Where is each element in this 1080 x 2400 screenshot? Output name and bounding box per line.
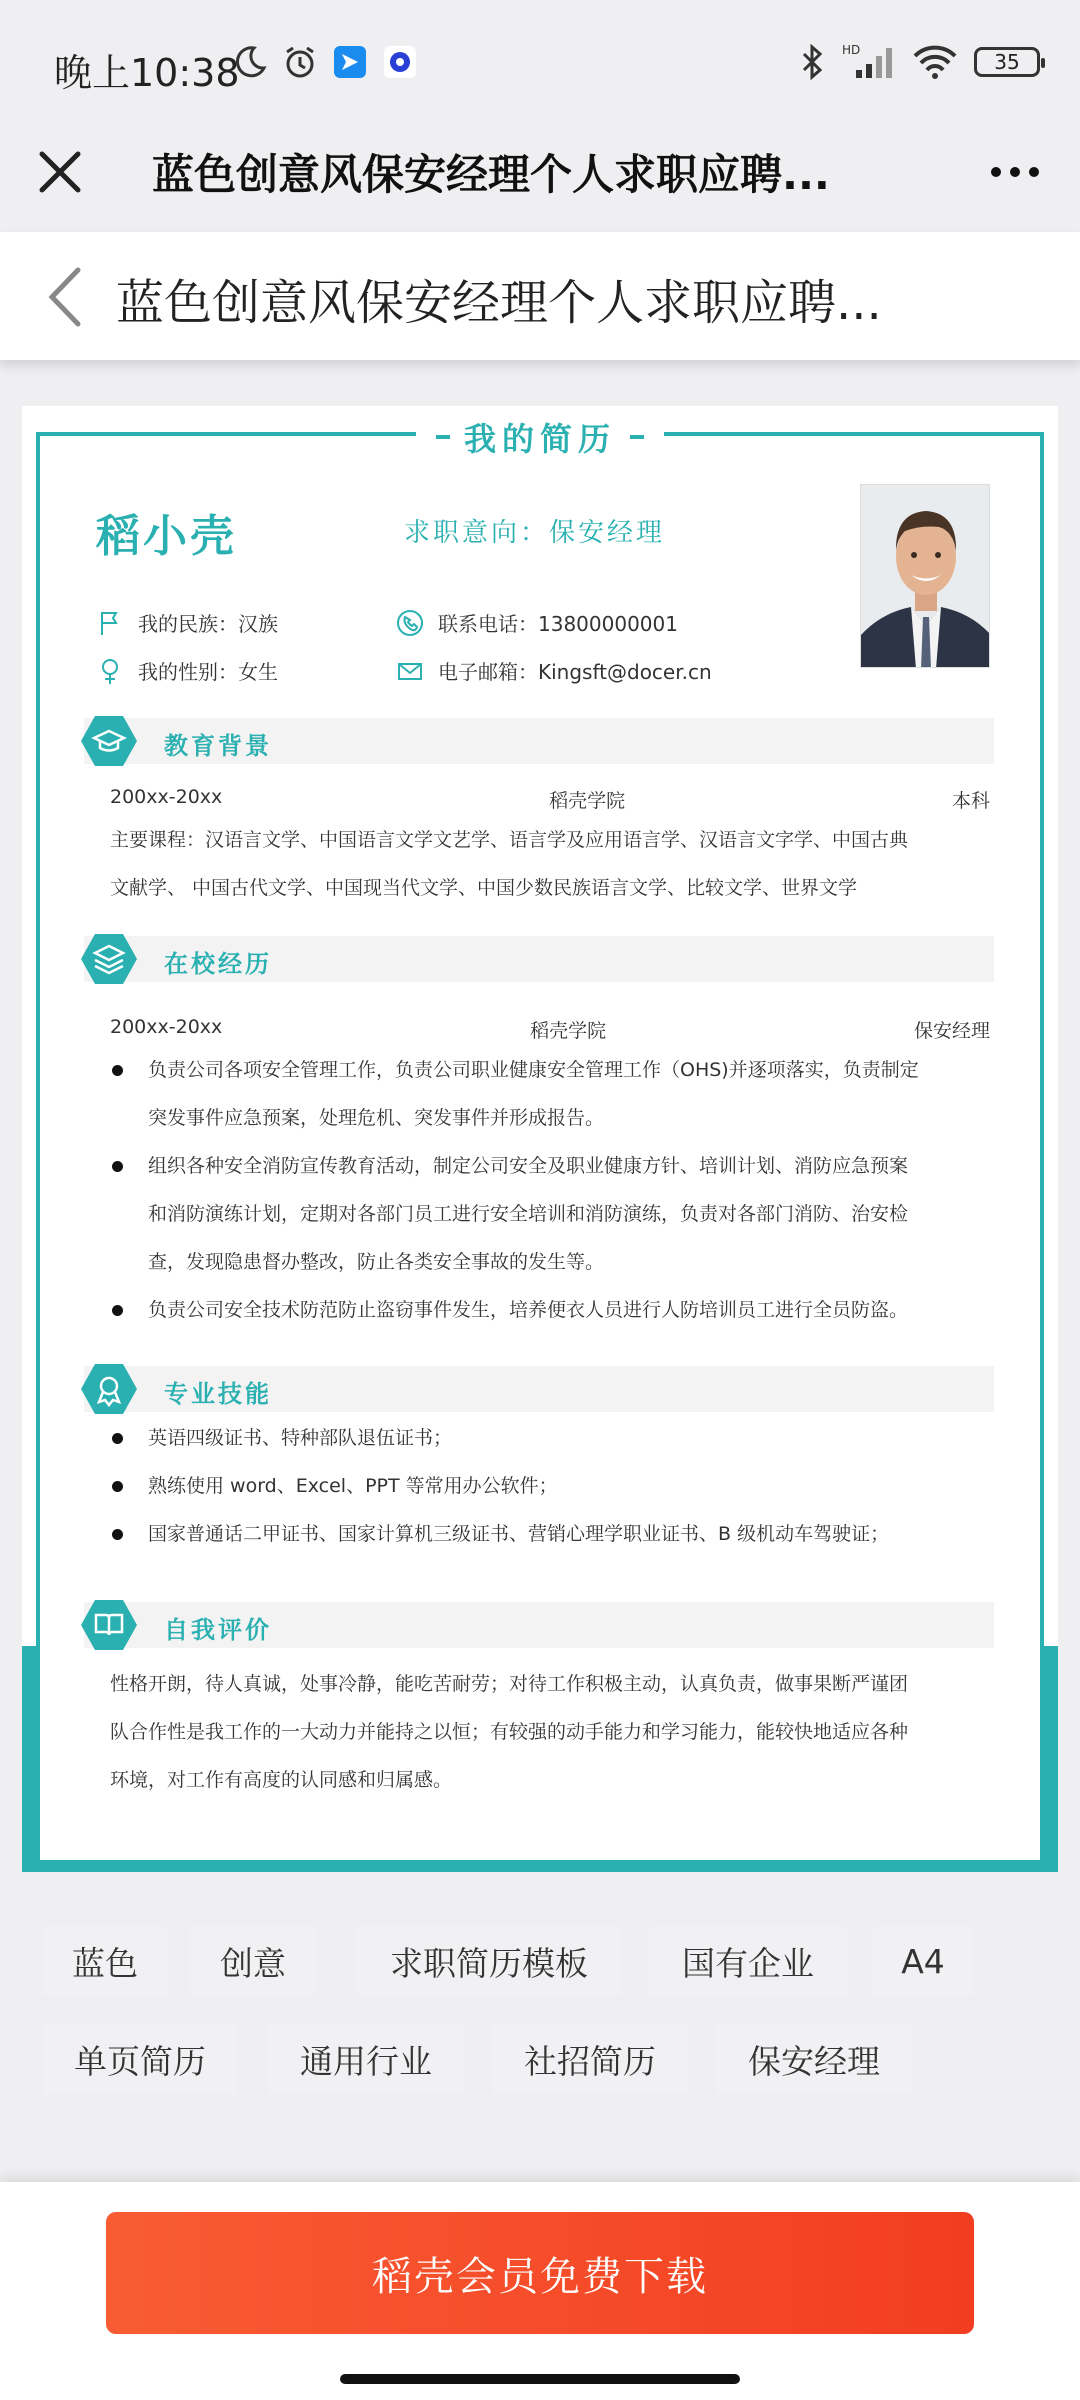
tag-chip[interactable]: 国有企业 bbox=[648, 1926, 848, 1996]
page-title: 蓝色创意风保安经理个人求职应聘... bbox=[152, 150, 830, 199]
section-education: 教育背景 bbox=[84, 718, 994, 764]
moon-icon bbox=[232, 44, 268, 80]
campus-row: 200xx-20xx 稻壳学院 保安经理 bbox=[110, 1016, 990, 1042]
education-courses: 主要课程：汉语言文学、中国语言文学文艺学、语言学及应用语言学、汉语言文字学、中国古典 bbox=[110, 829, 909, 851]
bluetooth-icon bbox=[800, 44, 826, 80]
bottom-action-bar bbox=[0, 2182, 1080, 2400]
graduation-cap-icon bbox=[80, 712, 138, 770]
self-evaluation-text-2: 队合作性是我工作的一大动力并能持之以恒；有较强的动手能力和学习能力，能较快地适应各种 bbox=[110, 1721, 909, 1743]
gender-icon bbox=[96, 657, 124, 685]
tag-chip[interactable]: 求职简历模板 bbox=[356, 1926, 622, 1996]
skill-item: 熟练使用 word、Excel、PPT 等常用办公软件； bbox=[110, 1462, 990, 1510]
self-evaluation-text: 性格开朗，待人真诚，处事冷静，能吃苦耐劳；对待工作积极主动，认真负责，做事果断严谨团 bbox=[110, 1673, 909, 1695]
battery-indicator: 35 bbox=[974, 47, 1040, 77]
back-arrow-icon[interactable] bbox=[40, 262, 90, 332]
app-notification-icon-2 bbox=[382, 44, 418, 80]
ethnicity-row: 我的民族：汉族 bbox=[96, 608, 278, 637]
tag-chip[interactable]: 创意 bbox=[190, 1926, 316, 1996]
resume-job-intent: 求职意向：保安经理 bbox=[404, 518, 666, 548]
email-row: 电子邮箱：Kingsft@docer.cn bbox=[396, 656, 712, 685]
self-evaluation-text-3: 环境，对工作有高度的认同感和归属感。 bbox=[110, 1769, 453, 1791]
tag-chip[interactable]: 单页简历 bbox=[42, 2024, 238, 2094]
download-button[interactable]: 稻壳会员免费下载 bbox=[106, 2212, 974, 2334]
home-indicator[interactable] bbox=[340, 2374, 740, 2384]
template-title: 蓝色创意风保安经理个人求职应聘... bbox=[116, 275, 882, 331]
phone-row: 联系电话：13800000001 bbox=[396, 608, 678, 637]
alarm-icon bbox=[282, 44, 318, 80]
resume-name: 稻小壳 bbox=[96, 511, 237, 562]
close-icon[interactable] bbox=[30, 142, 90, 202]
campus-bullet-2-cont: 和消防演练计划，定期对各部门员工进行安全培训和消防演练，负责对各部门消防、治安检 bbox=[148, 1203, 909, 1225]
sub-header bbox=[0, 232, 1080, 360]
tag-chip[interactable]: 保安经理 bbox=[716, 2024, 912, 2094]
skill-item: 国家普通话二甲证书、国家计算机三级证书、营销心理学职业证书、B 级机动车驾驶证； bbox=[110, 1510, 990, 1558]
mail-icon bbox=[396, 657, 424, 685]
resume-heading: 我的简历 bbox=[416, 414, 664, 460]
svg-text:HD: HD bbox=[842, 43, 861, 57]
campus-bullet-1-cont: 突发事件应急预案，处理危机、突发事件并形成报告。 bbox=[148, 1107, 605, 1129]
section-skills: 专业技能 bbox=[84, 1366, 994, 1412]
status-time: 晚上10:38 bbox=[54, 51, 240, 95]
tag-chip[interactable]: 通用行业 bbox=[268, 2024, 464, 2094]
app-notification-icon bbox=[332, 44, 368, 80]
section-self-evaluation: 自我评价 bbox=[84, 1602, 994, 1648]
book-icon bbox=[80, 1596, 138, 1654]
flag-icon bbox=[96, 609, 124, 637]
campus-bullet-2: 组织各种安全消防宣传教育活动，制定公司安全及职业健康方针、培训计划、消防应急预案 bbox=[110, 1142, 990, 1190]
layers-icon bbox=[80, 930, 138, 988]
tag-chip[interactable]: 社招简历 bbox=[492, 2024, 688, 2094]
status-left-icons bbox=[232, 44, 418, 80]
campus-bullet-3: 负责公司安全技术防范防止盗窃事件发生，培养便衣人员进行人防培训员工进行全员防盗。 bbox=[110, 1286, 990, 1334]
gender-row: 我的性别：女生 bbox=[96, 656, 278, 685]
campus-bullet-1: 负责公司各项安全管理工作，负责公司职业健康安全管理工作（OHS)并逐项落实，负责制定 bbox=[110, 1046, 990, 1094]
more-options-button[interactable] bbox=[980, 142, 1050, 202]
tag-chip[interactable]: 蓝色 bbox=[42, 1926, 168, 1996]
campus-bullet-2-cont-2: 查，发现隐患督办整改，防止各类安全事故的发生等。 bbox=[148, 1251, 605, 1273]
education-row: 200xx-20xx 稻壳学院 本科 bbox=[110, 786, 990, 812]
top-navigation bbox=[0, 120, 1080, 232]
phone-icon bbox=[396, 609, 424, 637]
resume-preview[interactable] bbox=[22, 406, 1058, 1872]
resume-frame bbox=[36, 420, 1044, 1864]
award-icon bbox=[80, 1360, 138, 1418]
education-courses-2: 文献学、 中国古代文学、中国现当代文学、中国少数民族语言文学、比较文学、世界文学 bbox=[110, 877, 858, 899]
section-campus: 在校经历 bbox=[84, 936, 994, 982]
signal-icon bbox=[842, 42, 896, 82]
tag-chip[interactable]: A4 bbox=[872, 1926, 974, 1996]
avatar bbox=[860, 484, 990, 668]
status-bar bbox=[0, 0, 1080, 120]
status-right-icons bbox=[800, 42, 1040, 82]
skill-item: 英语四级证书、特种部队退伍证书； bbox=[110, 1414, 990, 1462]
wifi-icon bbox=[912, 44, 958, 80]
